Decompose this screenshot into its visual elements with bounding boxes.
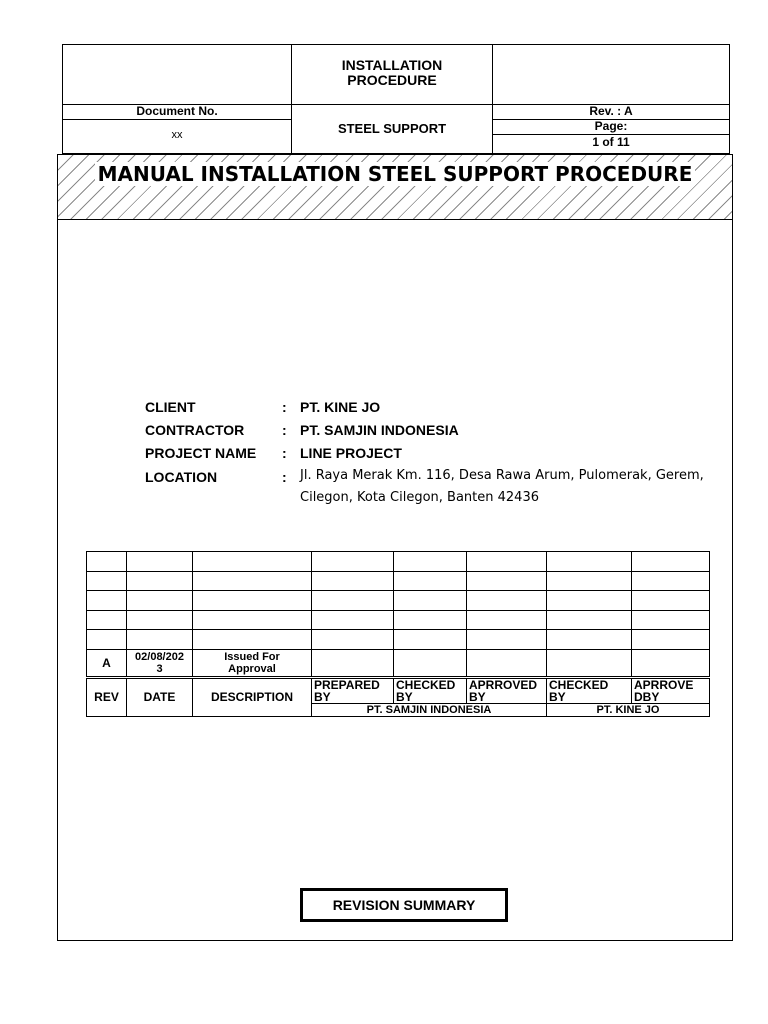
revision-row-a [87, 649, 710, 677]
location-label: LOCATION [145, 469, 218, 485]
date-cell: 02/08/202 3 [127, 649, 193, 677]
contractor-colon: : [282, 422, 287, 438]
revision-table [86, 551, 710, 717]
header-row [87, 677, 710, 703]
subject-title: STEEL SUPPORT [337, 121, 447, 136]
project-name-colon: : [282, 445, 287, 461]
table-row [87, 630, 710, 650]
description-cell: Issued For Approval [193, 649, 312, 677]
rev-cell: A [87, 649, 127, 677]
table-row [87, 552, 710, 572]
client-checked-by-header: CHECKED BY [547, 677, 632, 703]
checked-by-header: CHECKED BY [394, 677, 467, 703]
project-name-value: LINE PROJECT [300, 445, 402, 461]
revision-summary-box: REVISION SUMMARY [300, 888, 508, 922]
client-label: CLIENT [145, 399, 196, 415]
client-colon: : [282, 399, 287, 415]
document-no-label: Document No. [136, 104, 218, 118]
location-line-2: Cilegon, Kota Cilegon, Banten 42436 [300, 490, 539, 505]
doc-type-title: INSTALLATION PROCEDURE [341, 57, 443, 89]
table-row [87, 610, 710, 630]
document-header [62, 44, 730, 154]
prepared-by-header: PREPARED BY [312, 677, 394, 703]
contractor-value: PT. SAMJIN INDONESIA [300, 422, 459, 438]
client-value: PT. KINE JO [300, 399, 381, 415]
location-line-1: Jl. Raya Merak Km. 116, Desa Rawa Arum, Pulomerak, Gerem, [300, 468, 704, 483]
rev-header: REV [87, 677, 127, 716]
location-colon: : [282, 469, 287, 485]
description-header: DESCRIPTION [193, 677, 312, 716]
table-row [87, 571, 710, 591]
approved-by-header: APRROVED BY [467, 677, 547, 703]
contractor-group-label: PT. SAMJIN INDONESIA [312, 703, 547, 716]
document-no-value: xx [171, 129, 183, 141]
date-header: DATE [127, 677, 193, 716]
client-approved-by-header: APRROVE DBY [632, 677, 710, 703]
revision-label: Rev. : A [589, 104, 633, 118]
location-value [300, 465, 720, 509]
page-label: Page: [594, 119, 628, 133]
page-frame [57, 154, 733, 941]
page-number: 1 of 11 [592, 135, 630, 149]
project-name-label: PROJECT NAME [145, 445, 257, 461]
client-group-label: PT. KINE JO [547, 703, 710, 716]
contractor-label: CONTRACTOR [145, 422, 245, 438]
table-row [87, 591, 710, 611]
document-title: MANUAL INSTALLATION STEEL SUPPORT PROCEDURE [95, 162, 696, 186]
